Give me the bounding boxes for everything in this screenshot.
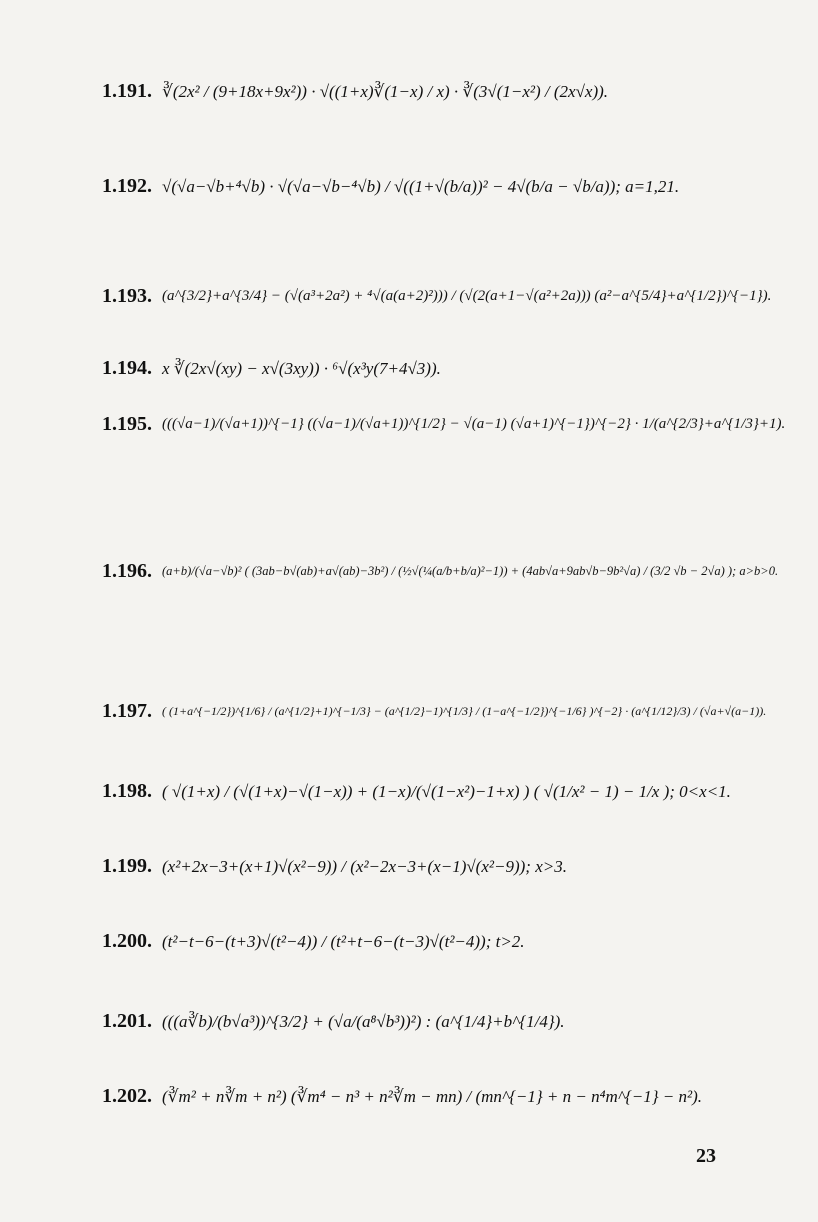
problem-expression: (t²−t−6−(t+3)√(t²−4)) / (t²+t−6−(t−3)√(t²−4)); t>2. bbox=[162, 931, 525, 951]
problem-expression: x ∛(2x√(xy) − x√(3xy)) · ⁶√(x³y(7+4√3)). bbox=[162, 358, 441, 378]
problem-number: 1.192. bbox=[102, 175, 152, 197]
problem-expression: (a^{3/2}+a^{3/4} − (√(a³+2a²) + ⁴√(a(a+2)²))) / (√(2(a+1−√(a²+2a))) (a²−a^{5/4}+a^{1/2})^{−1}). bbox=[162, 288, 772, 304]
problem-expression: (x²+2x−3+(x+1)√(x²−9)) / (x²−2x−3+(x−1)√(x²−9)); x>3. bbox=[162, 856, 567, 876]
problem-number: 1.193. bbox=[102, 285, 152, 307]
problem-number: 1.198. bbox=[102, 780, 152, 802]
problem-1-202 bbox=[102, 1085, 702, 1108]
problem-1-192 bbox=[102, 175, 679, 198]
problem-number: 1.199. bbox=[102, 855, 152, 877]
problem-number: 1.200. bbox=[102, 930, 152, 952]
problem-expression: (a+b)/(√a−√b)² ( (3ab−b√(ab)+a√(ab)−3b²) / (½√(¼(a/b+b/a)²−1)) + (4ab√a+9ab√b−9b²√a) / (3/2 √b − 2√a) ); a>b>0. bbox=[162, 564, 779, 578]
problem-number: 1.202. bbox=[102, 1085, 152, 1107]
problem-number: 1.196. bbox=[102, 560, 152, 582]
problem-number: 1.194. bbox=[102, 357, 152, 379]
problem-1-199 bbox=[102, 855, 567, 878]
problem-1-191 bbox=[102, 80, 608, 103]
problem-1-201 bbox=[102, 1010, 565, 1033]
problem-expression: ( (1+a^{−1/2})^{1/6} / (a^{1/2}+1)^{−1/3} − (a^{1/2}−1)^{1/3} / (1−a^{−1/2})^{−1/6} )^{−2} · (a^{1/12}/3) / (√a+√(a−1)). bbox=[162, 704, 767, 718]
problem-number: 1.201. bbox=[102, 1010, 152, 1032]
problem-expression: (((√a−1)/(√a+1))^{−1} ((√a−1)/(√a+1))^{1/2} − √(a−1) (√a+1)^{−1})^{−2} · 1/(a^{2/3}+a^{1/3}+1). bbox=[162, 416, 786, 432]
problem-expression: √(√a−√b+⁴√b) · √(√a−√b−⁴√b) / √((1+√(b/a))² − 4√(b/a − √b/a)); a=1,21. bbox=[162, 176, 680, 196]
problem-1-193 bbox=[102, 285, 771, 308]
page-number: 23 bbox=[696, 1145, 716, 1167]
problem-number: 1.191. bbox=[102, 80, 152, 102]
problem-expression: (∛m² + n∛m + n²) (∛m⁴ − n³ + n²∛m − mn) / (mn^{−1} + n − n⁴m^{−1} − n²). bbox=[162, 1086, 703, 1106]
problem-number: 1.197. bbox=[102, 700, 152, 722]
problem-1-195 bbox=[102, 413, 785, 436]
problem-expression: ( √(1+x) / (√(1+x)−√(1−x)) + (1−x)/(√(1−x²)−1+x) ) ( √(1/x² − 1) − 1/x ); 0<x<1. bbox=[162, 781, 731, 801]
problem-expression: ∛(2x² / (9+18x+9x²)) · √((1+x)∛(1−x) / x) · ∛(3√(1−x²) / (2x√x)). bbox=[162, 81, 609, 101]
problem-1-197 bbox=[102, 700, 766, 723]
problem-1-200 bbox=[102, 930, 525, 953]
problem-number: 1.195. bbox=[102, 413, 152, 435]
problem-1-194 bbox=[102, 357, 441, 380]
problem-1-196 bbox=[102, 560, 778, 583]
problem-1-198 bbox=[102, 780, 731, 803]
problem-expression: (((a∛b)/(b√a³))^{3/2} + (√a/(a⁸√b³))²) : (a^{1/4}+b^{1/4}). bbox=[162, 1011, 565, 1031]
